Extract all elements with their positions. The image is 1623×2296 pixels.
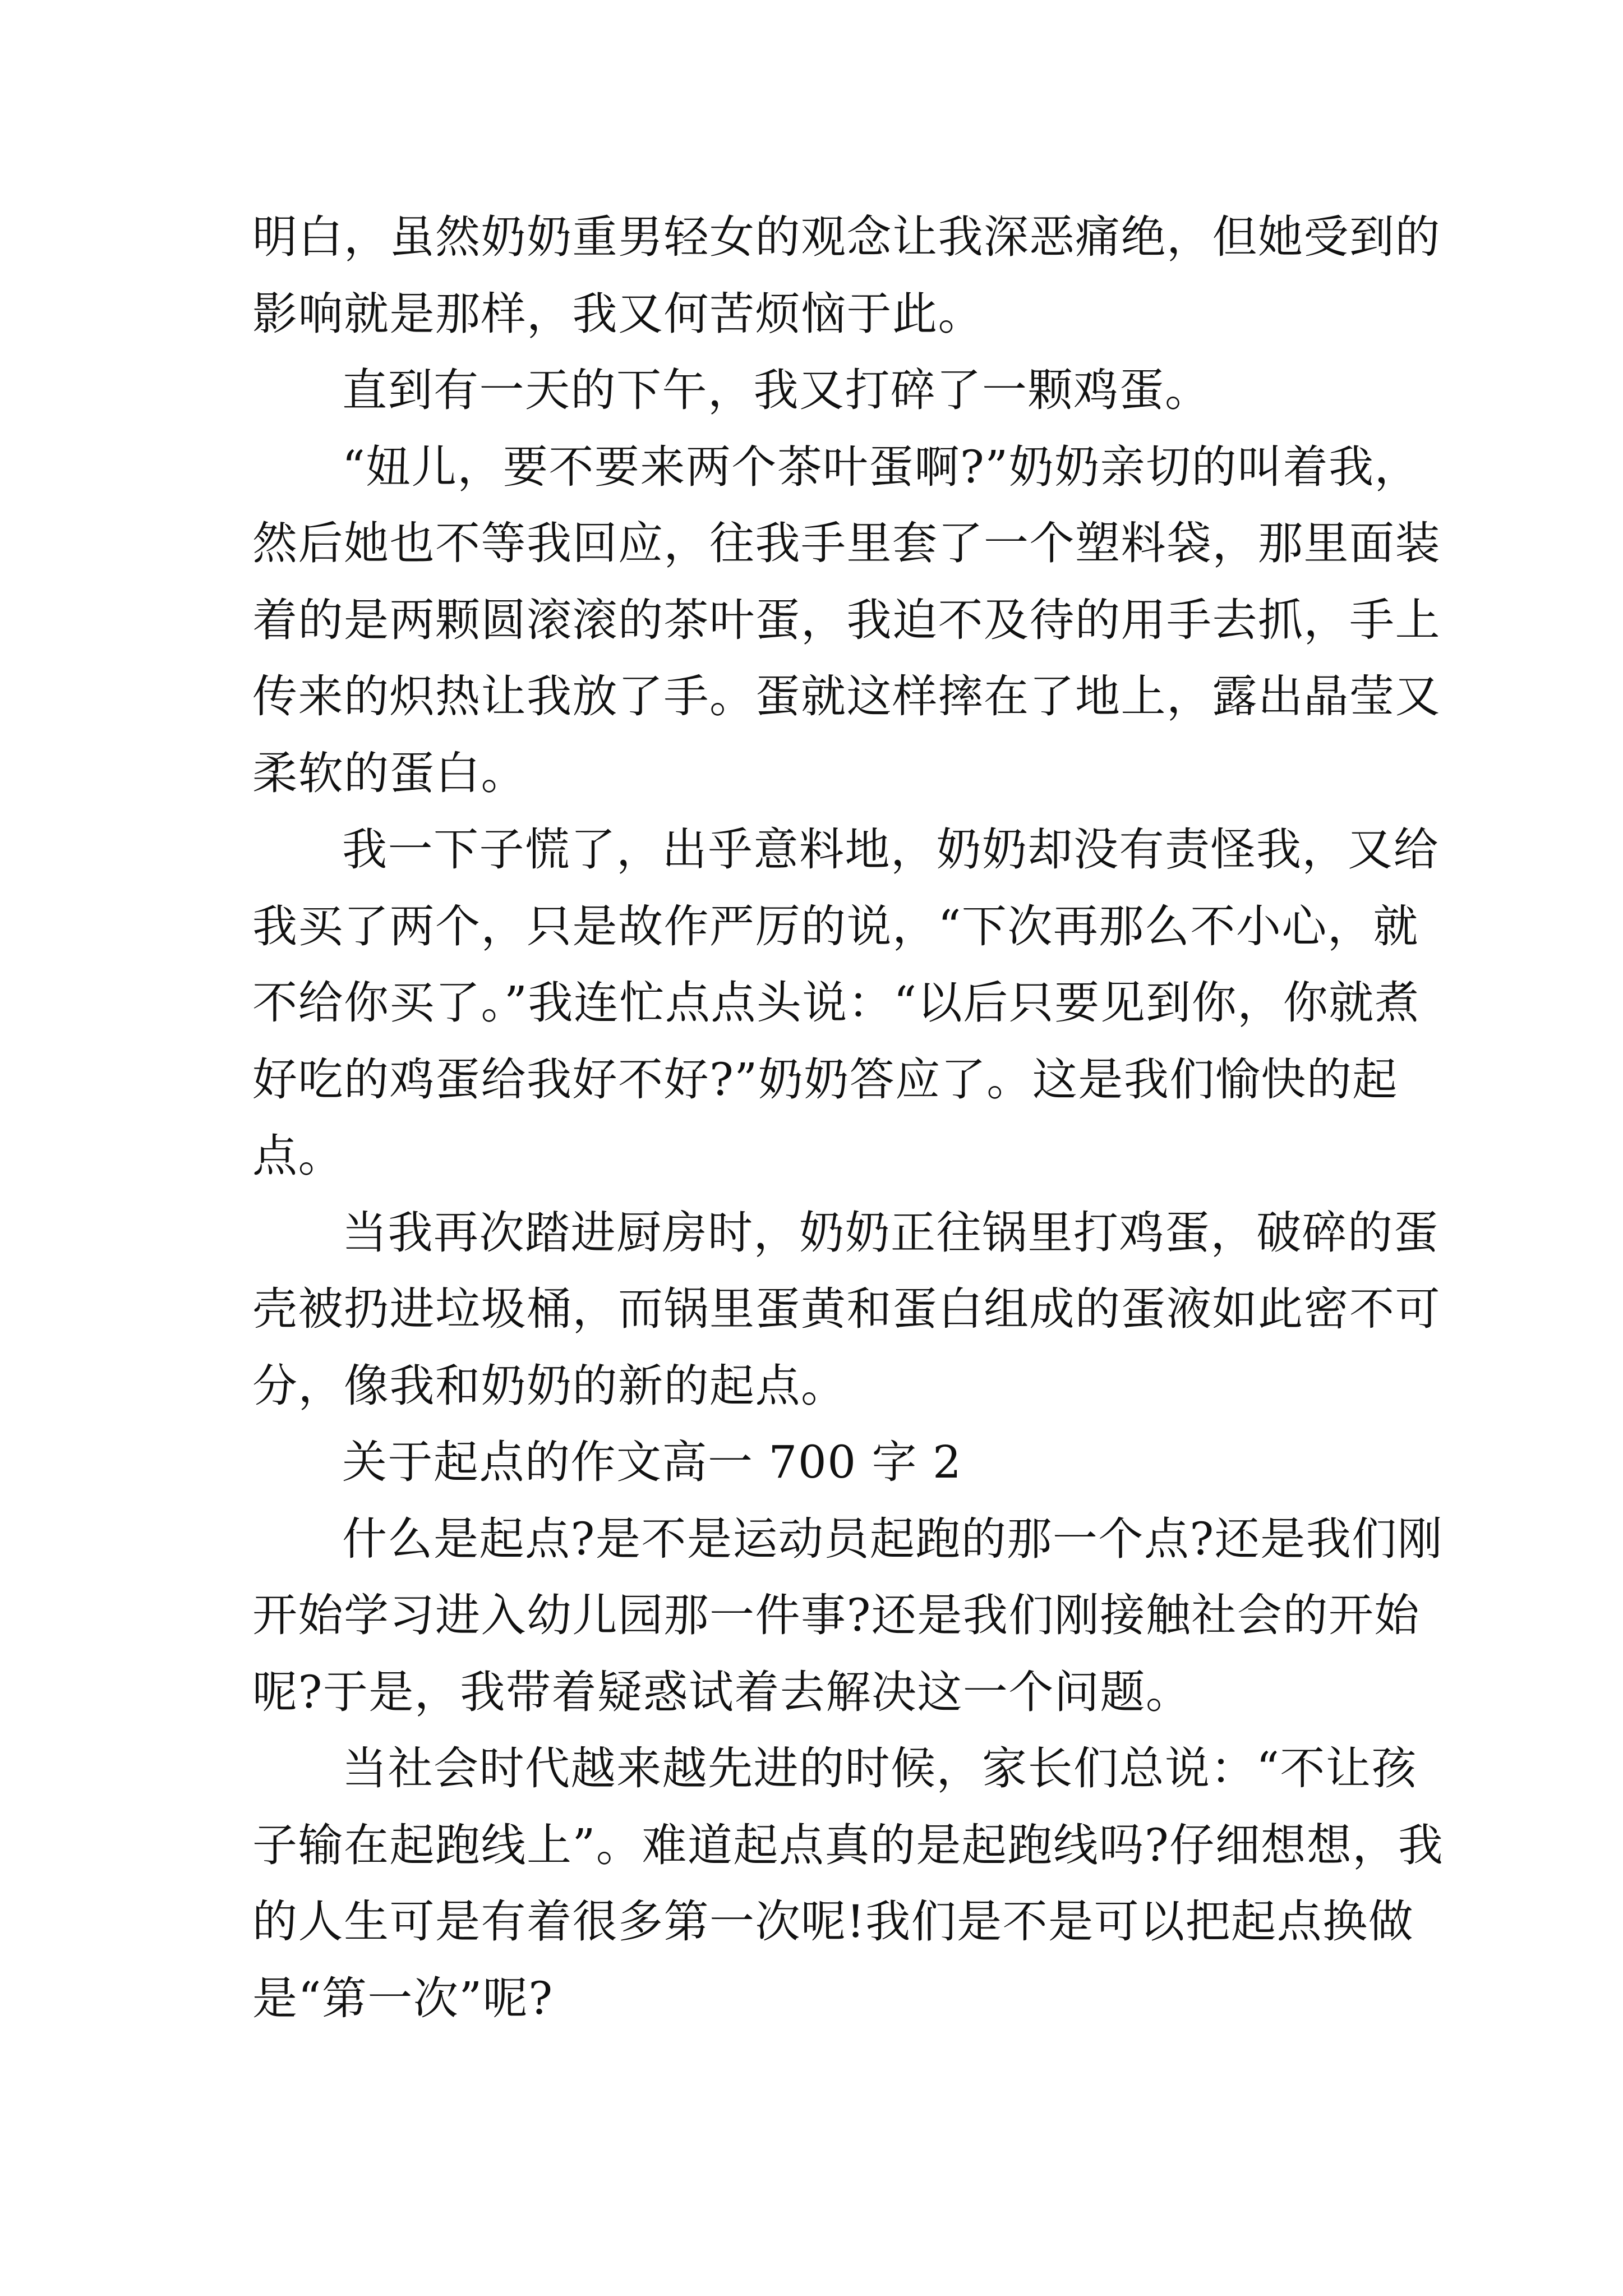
text-line: 点。 xyxy=(252,1130,344,1182)
paragraph xyxy=(252,812,1439,1195)
text-line: 壳被扔进垃圾桶，而锅里蛋黄和蛋白组成的蛋液如此密不可 xyxy=(252,1283,1441,1335)
text-line: 的人生可是有着很多第一次呢!我们是不是可以把起点换做 xyxy=(252,1895,1414,1948)
text-line: 不给你买了。”我连忙点点头说：“以后只要见到你，你就煮 xyxy=(252,977,1421,1029)
text-line: 传来的炽热让我放了手。蛋就这样摔在了地上，露出晶莹又 xyxy=(252,670,1441,723)
text-line: 什么是起点?是不是运动员起跑的那一个点?还是我们刚 xyxy=(342,1512,1444,1565)
paragraph xyxy=(252,352,1380,429)
text-line: 着的是两颗圆滚滚的茶叶蛋，我迫不及待的用手去抓，手上 xyxy=(252,593,1441,646)
text-line: 当社会时代越来越先进的时候，家长们总说：“不让孩 xyxy=(342,1742,1417,1795)
section-heading xyxy=(252,1424,1380,1501)
text-line: 分，像我和奶奶的新的起点。 xyxy=(252,1359,847,1412)
text-line: “妞儿，要不要来两个茶叶蛋啊?”奶奶亲切的叫着我， xyxy=(342,440,1421,493)
paragraph xyxy=(252,429,1441,812)
text-line: 关于起点的作文高一 700 字 2 xyxy=(342,1436,962,1488)
paragraph xyxy=(252,1501,1444,1731)
paragraph xyxy=(252,1195,1441,1425)
text-line: 明白，虽然奶奶重男轻女的观念让我深恶痛绝，但她受到的 xyxy=(252,211,1441,263)
text-line: 影响就是那样，我又何苦烦恼于此。 xyxy=(252,287,984,340)
text-line: 是“第一次”呢? xyxy=(252,1972,554,2024)
document-body xyxy=(252,199,1444,2037)
text-line: 开始学习进入幼儿园那一件事?还是我们刚接触社会的开始 xyxy=(252,1589,1420,1641)
text-line: 柔软的蛋白。 xyxy=(252,747,527,799)
text-line: 直到有一天的下午，我又打碎了一颗鸡蛋。 xyxy=(342,364,1211,416)
text-line: 当我再次踏进厨房时，奶奶正往锅里打鸡蛋，破碎的蛋 xyxy=(342,1206,1439,1259)
text-line: 好吃的鸡蛋给我好不好?”奶奶答应了。这是我们愉快的起 xyxy=(252,1053,1398,1106)
text-line: 我买了两个，只是故作严厉的说，“下次再那么不小心，就 xyxy=(252,900,1419,953)
text-line: 子输在起跑线上”。难道起点真的是起跑线吗?仔细想想，我 xyxy=(252,1819,1444,1871)
paragraph xyxy=(252,1731,1444,2037)
text-line: 然后她也不等我回应，往我手里套了一个塑料袋，那里面装 xyxy=(252,517,1441,569)
paragraph xyxy=(252,199,1441,352)
text-line: 我一下子慌了，出乎意料地，奶奶却没有责怪我，又给 xyxy=(342,823,1439,876)
text-line: 呢?于是，我带着疑惑试着去解决这一个问题。 xyxy=(252,1665,1192,1718)
